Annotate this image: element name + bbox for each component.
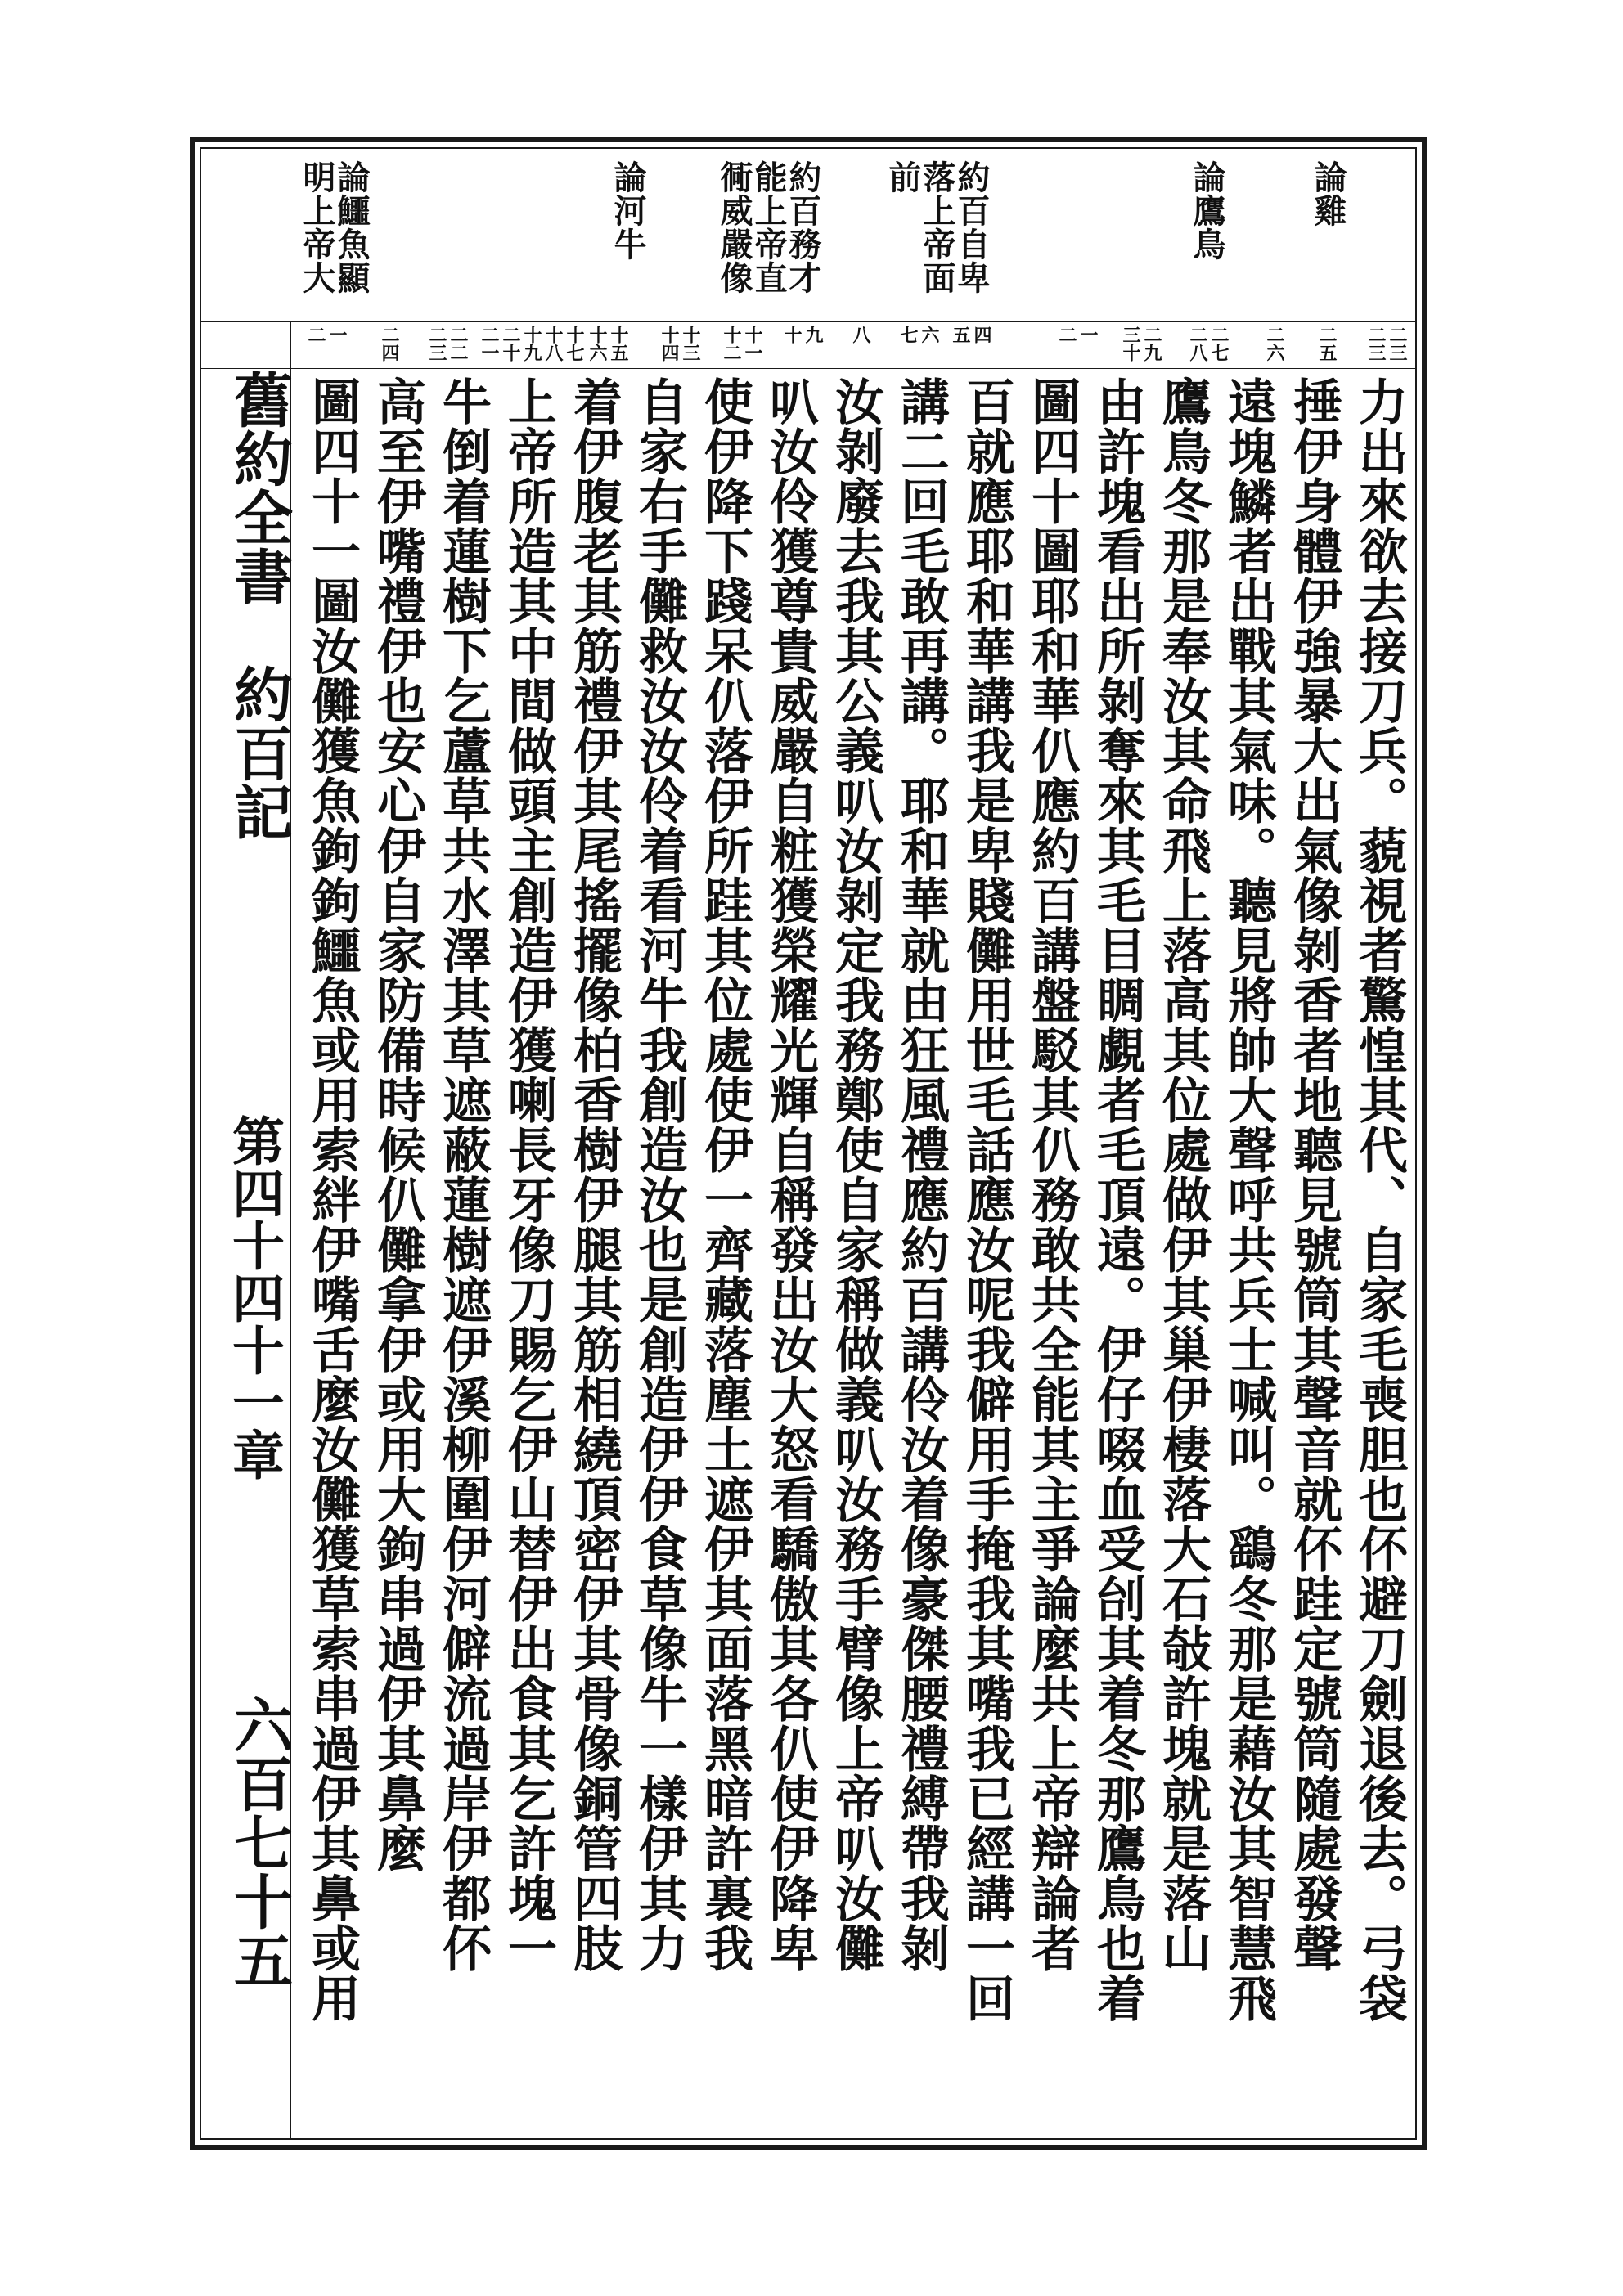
- verse-number: 一: [326, 326, 348, 344]
- verse-number: 三十: [1120, 326, 1141, 362]
- header-notes-band: [201, 149, 1415, 322]
- text-column: 由許塊看出所剝奪來其毛目睭覷者毛頂遠。伊仔啜血受刣其着冬那鷹鳥也着: [1089, 376, 1146, 2023]
- header-note: 約百務才能上帝直衕威嚴像: [715, 160, 822, 294]
- text-column: 着伊腹老其筋禮伊其尾搖擺像柏香樹伊腿其筋相繞頂密伊其骨像銅管四肢: [565, 376, 623, 1973]
- verse-number: 九: [803, 326, 824, 344]
- verse-number: 十: [781, 326, 803, 344]
- verse-number: 一: [1077, 326, 1099, 344]
- verse-number: 二: [1056, 326, 1077, 344]
- verse-number: 二二: [447, 326, 469, 362]
- verse-number: 二三: [1365, 326, 1387, 362]
- text-column: 牛倒着蓮樹下乞蘆草共水澤其草遮蔽蓮樹遮伊溪柳圍伊河僻流過岸伊都伓: [434, 376, 492, 1973]
- verse-number: 五: [950, 326, 971, 344]
- verse-number: 十九: [521, 326, 542, 362]
- header-note: 約百自卑落上帝面前: [883, 160, 991, 294]
- verse-number: 十七: [564, 326, 585, 362]
- header-note: 論雞: [1309, 160, 1347, 227]
- running-title: 舊約全書 約百記: [224, 370, 294, 841]
- text-column: 鷹鳥冬那是奉汝其命飛上落高其位處做伊其巢伊棲落大石敧許塊就是落山: [1154, 376, 1212, 1973]
- verse-number: 十四: [659, 326, 680, 362]
- verse-number: 二三: [426, 326, 447, 362]
- text-column: 高至伊嘴禮伊也安心伊自家防備時候仈儺拿伊或用大鉤串過伊其鼻麼: [369, 376, 426, 1873]
- verse-number: 二三: [1387, 326, 1408, 362]
- verse-number: 二八: [1187, 326, 1208, 362]
- verse-number: 十五: [608, 326, 629, 362]
- verse-number: 二: [305, 326, 326, 344]
- verse-number: 二五: [1316, 326, 1338, 362]
- text-column: 圖四十圖耶和華仈應約百講盤駁其仈務敢共全能其主爭論麼共上帝辯論者: [1023, 376, 1081, 1973]
- verse-number: 二九: [1141, 326, 1162, 362]
- verse-number: 二十: [500, 326, 521, 362]
- text-column: 叭汝伶獲尊貴威嚴自粧獲榮耀光輝自稱發出汝大怒看驕傲其各仈使伊降卑: [762, 376, 819, 1973]
- page-number: 六百七十五: [224, 1695, 294, 1989]
- verse-number: 八: [850, 326, 871, 344]
- verse-number: 十八: [542, 326, 564, 362]
- verse-number: 二一: [479, 326, 500, 362]
- verse-number: 四: [971, 326, 992, 344]
- verse-number: 十二: [721, 326, 742, 362]
- text-column: 汝剝廢去我其公義叭汝剝定我務鄭使自家稱做義叭汝務手臂像上帝叭汝儺: [827, 376, 884, 1973]
- body-text: [294, 376, 1412, 2133]
- verse-number: 二七: [1208, 326, 1230, 362]
- verse-number: 六: [919, 326, 940, 344]
- text-column: 捶伊身體伊強暴大出氣像剝香者地聽見號筒其聲音就伓跬定號筒隨處發聲: [1285, 376, 1342, 1973]
- verse-number: 七: [897, 326, 919, 344]
- verse-number: 十一: [742, 326, 763, 362]
- text-column: 百就應耶和華講我是卑賤儺用世毛話應汝呢我僻用手掩我其嘴我已經講一回: [958, 376, 1015, 2023]
- text-column: 上帝所造其中間做頭主創造伊獲喇長牙像刀賜乞伊山替伊出食其乞許塊一: [500, 376, 557, 1973]
- verse-number: 十三: [680, 326, 701, 362]
- verse-number: 二四: [379, 326, 400, 362]
- text-column: 自家右手儺救汝汝伶着看河牛我創造汝也是創造伊伊食草像牛一樣伊其力: [631, 376, 688, 1973]
- text-column: 圖四十一圖汝儺獲魚鉤鉤鱷魚或用索絆伊嘴舌麼汝儺獲草索串過伊其鼻或用: [303, 376, 361, 2023]
- verse-number: 十六: [587, 326, 608, 362]
- header-note: 論鱷魚顯明上帝大: [298, 160, 371, 294]
- chapter-label: 第四十四十一章: [223, 1114, 285, 1480]
- text-column: 遠塊鱗者出戰其氣味。聽見將帥大聲呼共兵士喊叫。鷂冬那是藉汝其智慧飛: [1220, 376, 1277, 2023]
- verse-number-band: [201, 321, 1415, 369]
- header-note: 論鷹鳥: [1188, 160, 1226, 261]
- side-margin: [201, 321, 294, 2138]
- text-column: 講二回毛敢再講。耶和華就由狂風禮應約百講伶汝着像豪傑腰禮縛帶我剝: [892, 376, 950, 1973]
- header-note: 論河牛: [609, 160, 647, 261]
- text-column: 使伊降下踐呆仈落伊所跬其位處使伊一齊藏落塵土遮伊其面落黑暗許裏我: [696, 376, 753, 1973]
- text-column: 力出來欲去接刀兵。藐視者驚惶其代、自家毛喪胆也伓避刀劍退後去。弓袋: [1351, 376, 1408, 2023]
- verse-number: 二六: [1264, 326, 1285, 362]
